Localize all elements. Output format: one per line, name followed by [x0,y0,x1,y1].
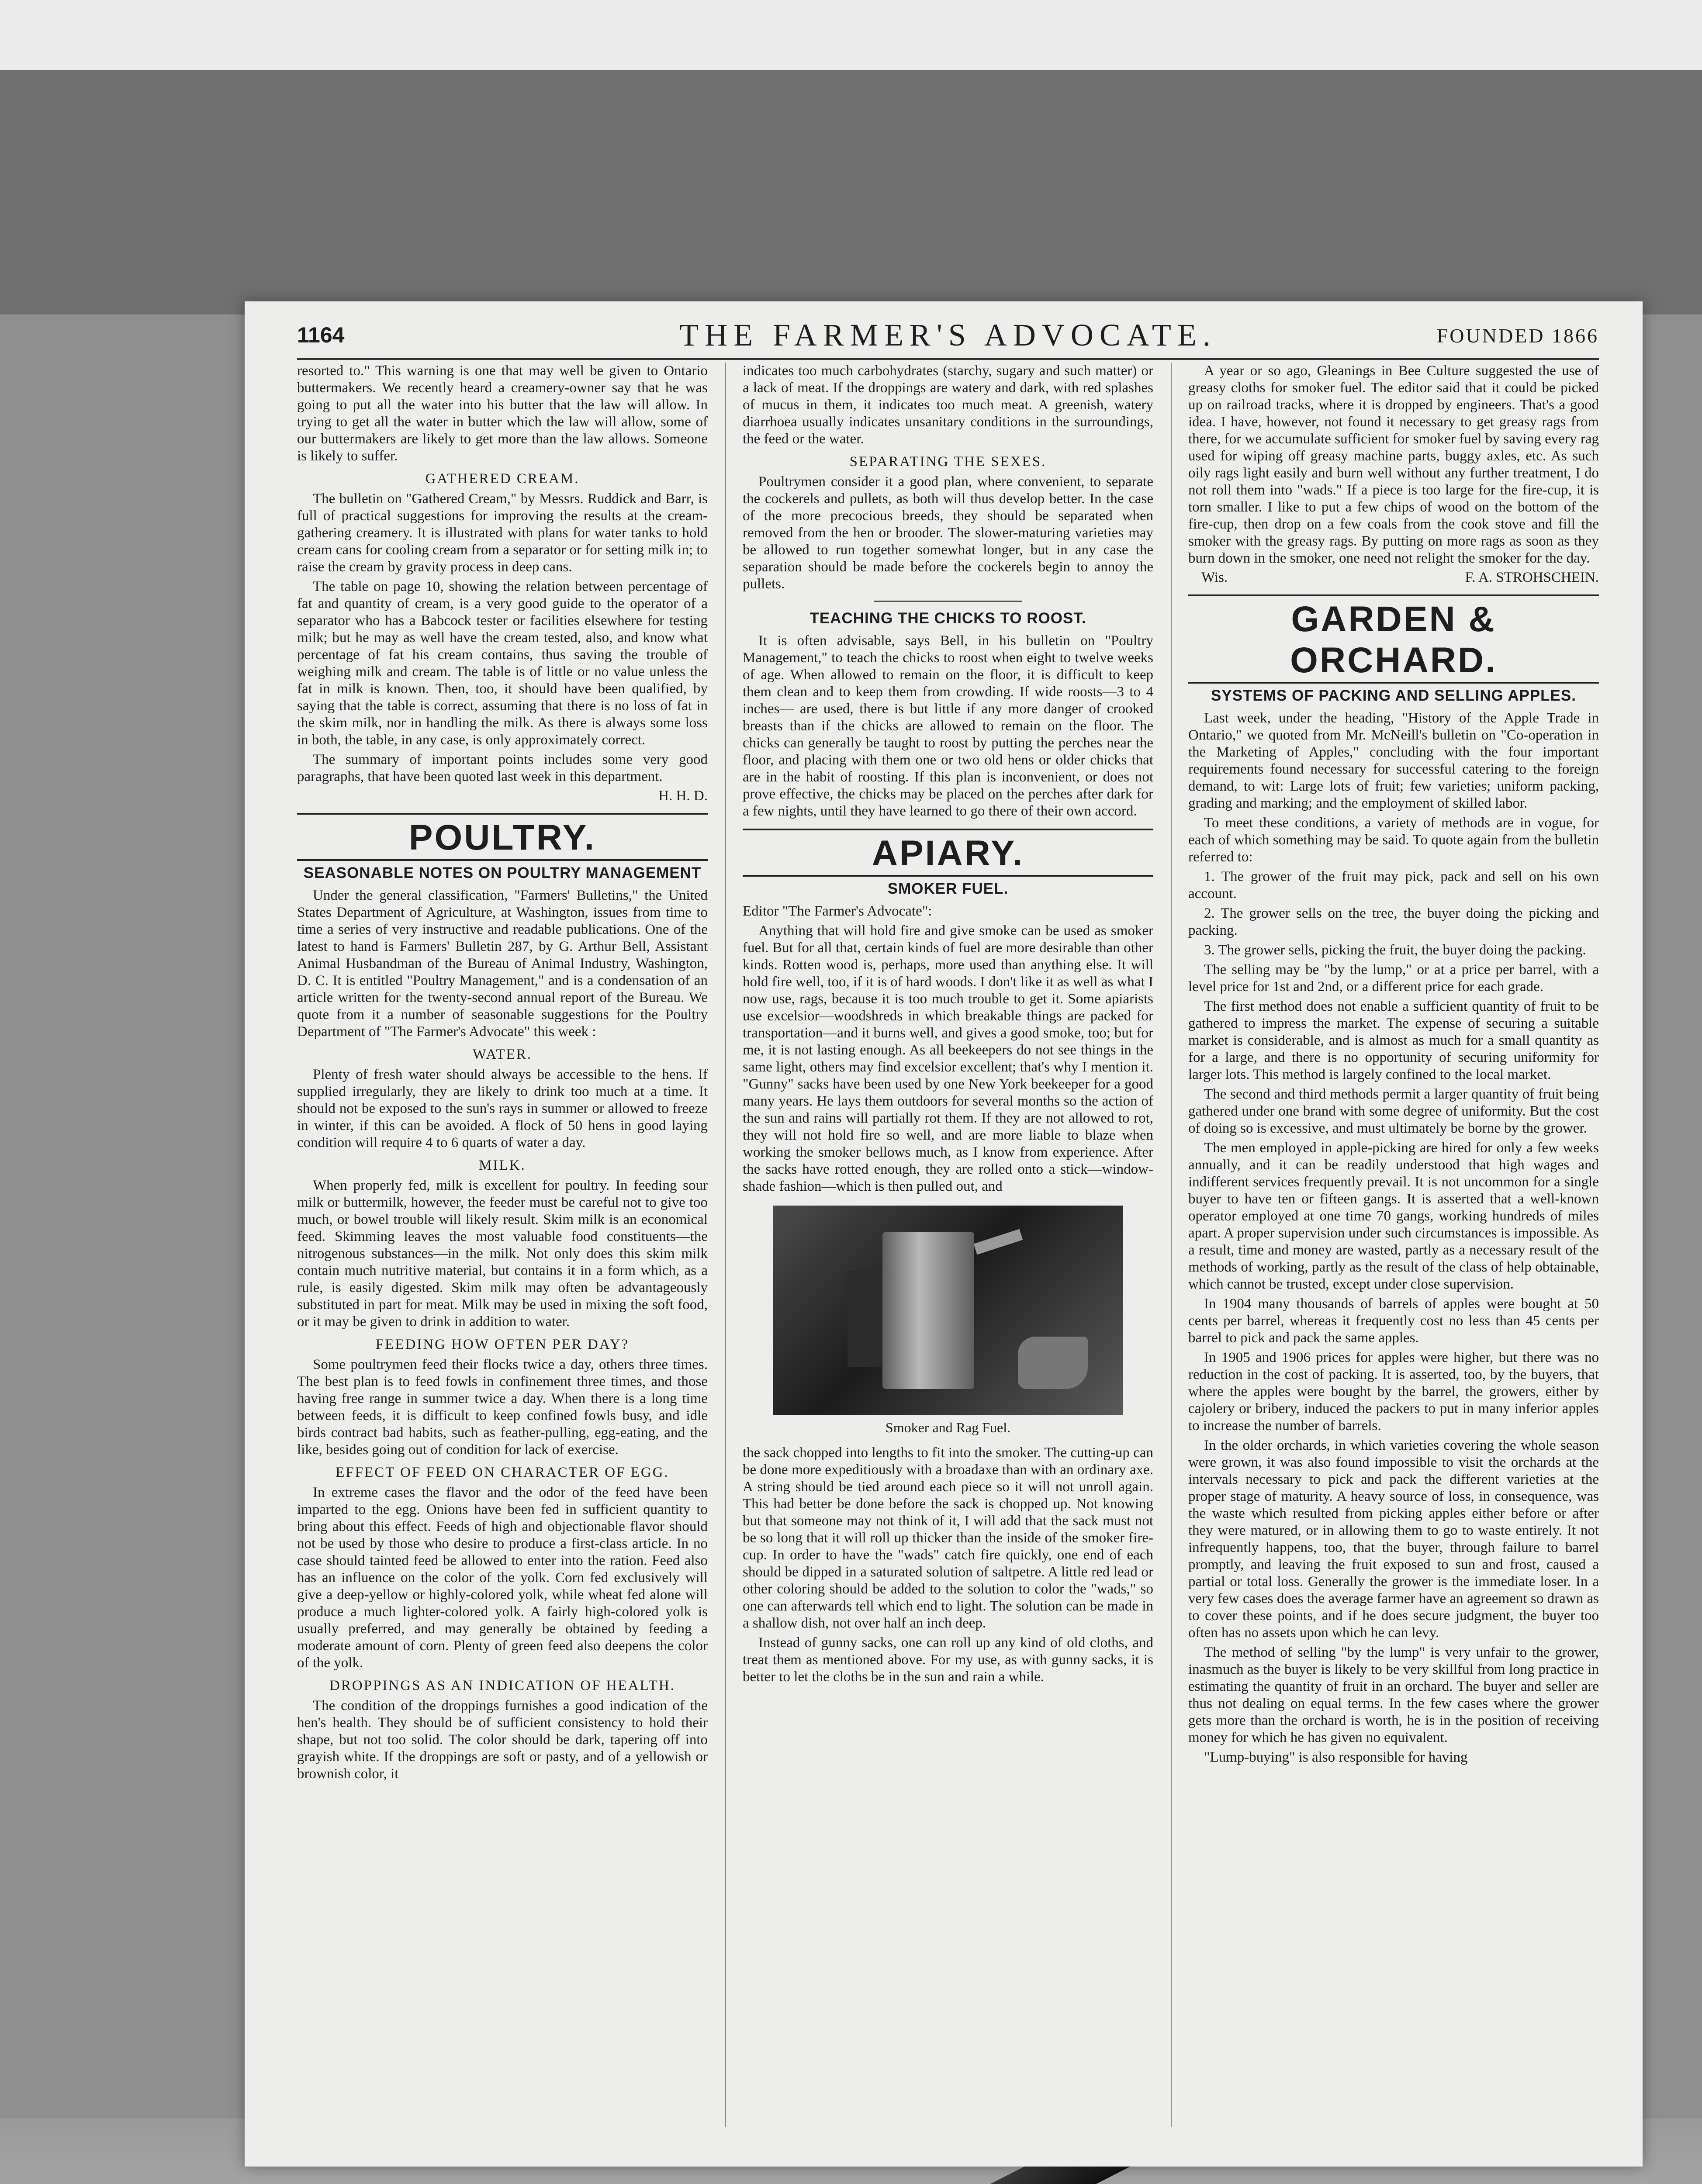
figure-caption: Smoker and Rag Fuel. [885,1420,1011,1435]
paragraph: To meet these conditions, a variety of methods are in vogue, for each of which something may be said. To quote again from the bulletin referred to: [1188,815,1599,865]
subheading: SEPARATING THE SEXES. [849,454,1047,470]
paragraph: The first method does not enable a sufficient quantity of fruit to be gathered to impress the market. The expense of securing a suitable market is considerable, and is almost as much for a small quantity as for a large, and there is no opportunity of securing uniformity for larger lots. This method is largely confined to the local market. [1188,999,1599,1082]
scan-backdrop-dark [0,70,1702,314]
signature-name: F. A. STROHSCHEIN. [1465,570,1599,585]
paragraph: The table on page 10, showing the relation between percentage of fat and quantity of cream, is a very good guide to the operator of a separator who has a Babcock tester or facilities elsewhere for testing milk; but he may as well have the cream tested, also, and know what percentage of fat his cream contains, thus saving the trouble of weighing milk and cream. The table is of little or no value unless the fat in milk is known. Then, too, it should have been qualified, by saying that the table is correct, assuming that there is no loss of fat in the skim milk, nor in handling the milk. As there is always some loss in both, the table, in any case, is only approximately correct. [297,579,708,748]
section-banner-poultry: POULTRY. [297,813,708,861]
paragraph: The condition of the droppings furnishes a good indication of the hen's health. They should be of sufficient consistency to hold their shape, but not too solid. The color should be dark, tapering off into grayish white. If the droppings are soft or pasty, and of a yellowish or brownish color, it [297,1698,708,1782]
column-1 [297,363,708,2153]
page-number: 1164 [297,323,345,347]
signature-initials: H. H. D. [658,788,708,804]
column-divider [1171,363,1172,2127]
rag-fuel [1018,1337,1088,1389]
paragraph: In 1904 many thousands of barrels of apples were bought at 50 cents per barrel, whereas it frequently cost no less than 45 cents per barrel to pick and pack the same apples. [1188,1296,1599,1346]
paragraph: Last week, under the heading, "History of the Apple Trade in Ontario," we quoted from Mr. McNeill's bulletin on "Co-operation in the Marketing of Apples," concluding with the four important requirements found necessary for successful catering to the foreign demand, to wit: Large lots of fruit; few varieties; uniform packing, grading and marking; and the employment of skilled labor. [1188,710,1599,811]
article-headline: TEACHING THE CHICKS TO ROOST. [809,610,1086,627]
column-divider [725,363,726,2127]
paragraph: Poultrymen consider it a good plan, where convenient, to separate the cockerels and pullets, as both will thus develop better. In the case of the more precocious breeds, they should be separated when removed from the hen or brooder. The slower-maturing varieties may be allowed to run together somewhat longer, but in any case the separation should be made before the cockerels begin to annoy the pullets. [743,474,1153,592]
article-headline: SEASONABLE NOTES ON POULTRY MANAGEMENT [303,864,702,881]
subheading: FEEDING HOW OFTEN PER DAY? [375,1337,630,1352]
paragraph: The second and third methods permit a larger quantity of fruit being gathered under one brand with some degree of uniformity. But the cost of doing so is excessive, and must ultimately be borne by the grower. [1188,1086,1599,1136]
column-3 [1188,363,1599,2153]
newspaper-page [245,301,1643,2167]
paragraph: Anything that will hold fire and give smoke can be used as smoker fuel. But for all that, certain kinds of fuel are more desirable than other kinds. Rotten wood is, perhaps, more used than anything else. It will hold fire well, too, if it is of hard woods. I don't like it as well as what I now use, rags, because it is too much trouble to get it. Some apiarists use excelsior—woodshreds in which breakable things are packed for transportation—and it burns well, and gives a good smoke, too; but for me, it is not lasting enough. As all beekeepers do not see things in the same light, others may find excelsior excellent; that's why I mention it. "Gunny" sacks have been used by one New York beekeeper for a good many years. He lays them outdoors for several months so the action of the sun and rains will partially rot them. If they are not allowed to rot, they will not hold fire so well, and are more liable to blaze when working the smoker bellows much, as I know from experience. After the sacks have rotted enough, they are rolled onto a stick—window-shade fashion—which is then pulled out, and [743,923,1153,1194]
subheading: GATHERED CREAM. [425,471,580,487]
paragraph: Plenty of fresh water should always be accessible to the hens. If supplied irregularly, they are likely to drink too much at a time. It should not be exposed to the sun's rays in summer or allowed to freeze in winter, if this can be avoided. A flock of 50 hens in good laying condition will require 4 to 6 quarts of water a day. [297,1067,708,1151]
paragraph: The men employed in apple-picking are hired for only a few weeks annually, and it can be readily understood that high wages and indifferent services frequently prevail. It is not uncommon for a single buyer to have ten or fifteen gangs. It is asserted that a well-known operator employed at one time 70 gangs, working hundreds of miles apart. A proper supervision under such circumstances is impossible. As a result, time and money are wasted, partly as a necessary result of the methods of working, partly as the result of the class of help obtainable, which cannot be trusted, except under close supervision. [1188,1140,1599,1292]
paragraph: Instead of gunny sacks, one can roll up any kind of old cloths, and treat them as mentioned above. For my use, as with gunny sacks, it is better to let the cloths be in the sun and rain a while. [743,1635,1153,1685]
masthead [297,314,1599,358]
paragraph: The bulletin on "Gathered Cream," by Messrs. Ruddick and Barr, is full of practical suggestions for improving the results at the cream-gathering creamery. It is illustrated with plans for water tanks to hold cream cans for cooling cream from a separator or for setting milk in; to raise the cream by gravity process in deep cans. [297,491,708,575]
masthead-rule [297,358,1599,360]
paragraph: resorted to." This warning is one that may well be given to Ontario buttermakers. We recently heard a creamery-owner say that he was going to put all the water into his butter that the law will allow. In trying to get all the water in butter which the law will allow, some of our buttermakers are likely to get more than the law allows. Someone is likely to suffer. [297,363,708,464]
paragraph: "Lump-buying" is also responsible for having [1204,1749,1468,1765]
divider [874,601,1022,602]
paragraph: Under the general classification, "Farmers' Bulletins," the United States Department of Agriculture, at Washington, issues from time to time a series of very instructive and readable publications. One of the latest to hand is Farmers' Bulletin 287, by G. Arthur Bell, Assistant Animal Husbandman of the Bureau of Animal Industry, Washington, D. C. It is entitled "Poultry Management," and is a condensation of an article written for the twenty-second annual report of the Bureau. We quote from it a number of seasonable suggestions for the Poultry Department of "The Farmer's Advocate" this week : [297,888,708,1040]
paragraph: The selling may be "by the lump," or at a price per barrel, with a level price for 1st and 2nd, or a different price for each grade. [1188,962,1599,995]
paragraph: The method of selling "by the lump" is very unfair to the grower, inasmuch as the buyer is likely to be very skillful from long practice in estimating the quantity of fruit in an orchard. The buyer and seller are thus not dealing on equal terms. In the few cases where the grower gets more than the orchard is worth, he is in the position of receiving money for which he has given no equivalent. [1188,1645,1599,1745]
paragraph: When properly fed, milk is excellent for poultry. In feeding sour milk or buttermilk, however, the feeder must be careful not to give too much, or bowel trouble will likely result. Skim milk is an economical feed. Skimming leaves the most valuable food constituents—the nitrogenous substances—in the milk. Not only does this skim milk contain much nutritive material, but contains it in a form which, as a rule, is easily digested. Skim milk may often be advantageously substituted in part for meat. Milk may be used in mixing the soft food, or it may be given to drink in addition to water. [297,1178,708,1330]
section-banner-garden-orchard: GARDEN & ORCHARD. [1188,594,1599,684]
paragraph: Some poultrymen feed their flocks twice a day, others three times. The best plan is to feed fowls in confinement three times, and those having free range in summer twice a day. When there is a long time between feeds, it is difficult to keep confined fowls busy, and idle birds contract bad habits, such as feather-pulling, egg-eating, and the like, besides going out of condition for lack of exercise. [297,1357,708,1458]
smoker-photo [773,1206,1123,1415]
signature [297,788,708,804]
article-headline: SMOKER FUEL. [887,880,1009,897]
smoker-can [882,1232,974,1389]
founded-line: FOUNDED 1866 [1436,325,1599,347]
paragraph: In the older orchards, in which varieties covering the whole season were grown, it was also found impossible to visit the orchards at the intervals necessary to pick and pack the different varieties at the proper stage of maturity. A heavy source of loss, in consequence, was the waste which resulted from picking apples either before or after they were matured, or in allowing them to go to waste entirely. It not infrequently happens, too, that the buyer, through failure to barrel promptly, and leaving the fruit exposed to sun and frost, caused a partial or total loss. Generally the grower is the immediate loser. In a very few cases does the average farmer have an agreement so drawn as to cover these points, and if he does secure judgment, the buyer too often has no assets upon which he can levy. [1188,1438,1599,1641]
article-headline: SYSTEMS OF PACKING AND SELLING APPLES. [1211,687,1576,704]
subheading: EFFECT OF FEED ON CHARACTER OF EGG. [336,1465,669,1480]
subheading: WATER. [472,1047,533,1062]
paragraph: In extreme cases the flavor and the odor of the feed have been imparted to the egg. Onions have been fed in sufficient quantity to bring about this effect. Feeds of high and objectionable flavor should not be used by those who desire to produce a first-class article. In no case should tainted feed be allowed to enter into the ration. Feed also has an influence on the color of the yolk. Corn fed exclusively will give a deep-yellow or highly-colored yolk, while wheat fed alone will produce a much lighter-colored yolk. A fairly high-colored yolk is usually preferred, and may generally be obtained by feeding a moderate amount of corn. Plenty of green feed also deepens the color of the yolk. [297,1485,708,1671]
paragraph: indicates too much carbohydrates (starchy, sugary and such matter) or a lack of meat. If the droppings are watery and dark, with red splashes of mucus in them, it indicates too much meat. A greenish, watery diarrhoea usually indicates unsanitary conditions in the surroundings, the feed or the water. [743,363,1153,447]
smoker-spout [974,1229,1023,1255]
paragraph: In 1905 and 1906 prices for apples were higher, but there was no reduction in the cost of packing. It is asserted, too, by the buyers, that where the apples were bought by the barrel, the growers, either by cajolery or bribery, induced the packers to put in many inferior apples to increase the number of barrels. [1188,1350,1599,1434]
subheading: MILK. [479,1158,526,1173]
paragraph: the sack chopped into lengths to fit into the smoker. The cutting-up can be done more expeditiously with a broadaxe than with an ordinary axe. A string should be tied around each piece so it will not unroll again. This had better be done before the sack is chopped up. Not knowing but that someone may not think of it, I will add that the sack must not be so long that it will roll up thicker than the inside of the smoker fire-cup. In order to have the "wads" catch fire quickly, one end of each should be dipped in a saturated solution of saltpetre. A little red lead or other coloring should be added to the solution to color the "wads," so one can afterwards tell which end to light. The solution can be made in a shallow dish, not over half an inch deep. [743,1445,1153,1631]
signature [1188,570,1599,586]
smoker-bellows [848,1271,882,1367]
signature-place: Wis. [1201,570,1228,585]
paragraph: It is often advisable, says Bell, in his bulletin on "Poultry Management," to teach the chicks to roost when eight to twelve weeks of age. When allowed to remain on the floor, it is difficult to keep them clean and to keep them from crowding. If wide roosts—3 to 4 inches— are used, there is but little if any more danger of crooked breasts than if the chicks are allowed to remain on the floor. The chicks can generally be taught to roost by putting the perches near the floor, and placing with them one or two old hens or older chicks that are in the habit of roosting. If this plan is inconvenient, or does not prove effective, the chicks may be placed on the perches after dark for a few nights, until they have learned to go there of their own accord. [743,633,1153,819]
subheading: DROPPINGS AS AN INDICATION OF HEALTH. [329,1678,675,1693]
paragraph: A year or so ago, Gleanings in Bee Culture suggested the use of greasy cloths for smoker fuel. The editor said that it could be picked up on railroad tracks, where it is dropped by engineers. That's a good idea. I have, however, not found it necessary to get greasy rags from there, for we accumulate sufficient for smoker fuel by saving every rag used for wiping off greasy machine parts, buggy axles, etc. As such oily rags light easily and burn well without any further treatment, I do not roll them into "wads." If a piece is too large for the fire-cup, it is torn smaller. I like to put a few chips of wood on the bottom of the fire-cup, then drop on a few coals from the cook stove and fill the smoker with the greasy rags. By putting on more rags as soon as they burn down in the smoker, one need not relight the smoker for the day. [1188,363,1599,566]
paragraph: 3. The grower sells, picking the fruit, the buyer doing the packing. [1204,942,1586,958]
editor-line: Editor "The Farmer's Advocate": [743,903,932,919]
section-banner-apiary: APIARY. [743,829,1153,877]
paragraph: 2. The grower sells on the tree, the buyer doing the picking and packing. [1188,905,1599,938]
column-2 [743,363,1153,2153]
publication-title: THE FARMER'S ADVOCATE. [679,318,1217,352]
paragraph: 1. The grower of the fruit may pick, pack and sell on his own account. [1188,869,1599,902]
paragraph: The summary of important points includes some very good paragraphs, that have been quoted last week in this department. [297,752,708,784]
